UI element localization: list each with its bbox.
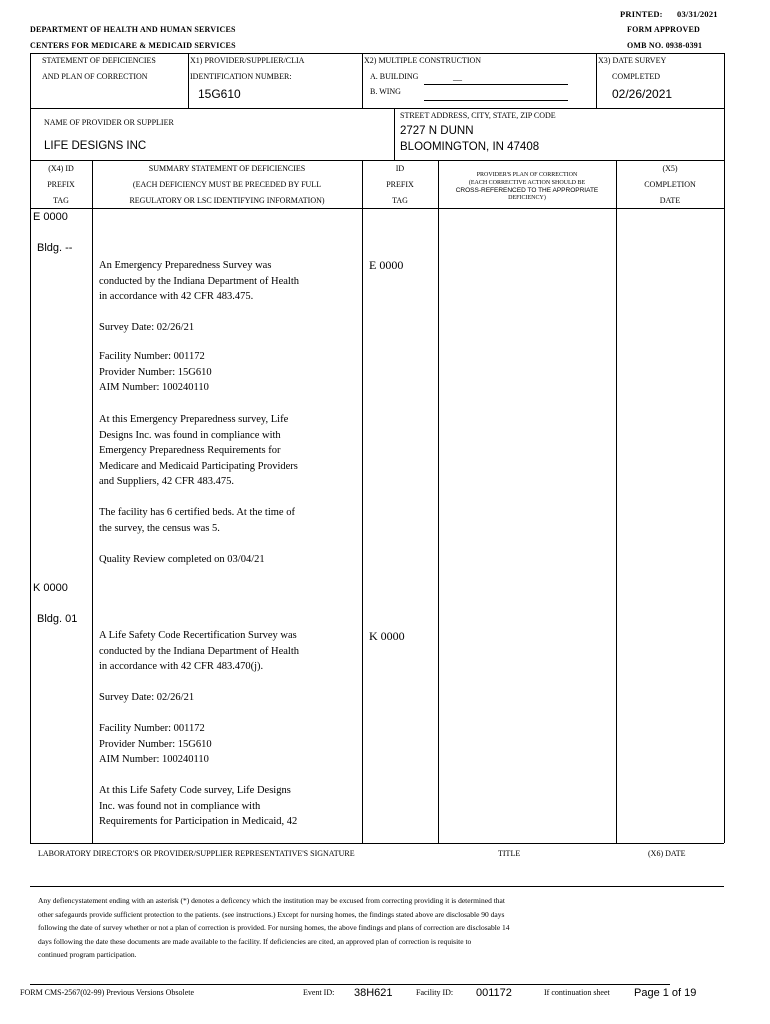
bldg-e: Bldg. -- [37, 242, 73, 254]
provider-name: LIFE DESIGNS INC [44, 140, 147, 152]
address-city: BLOOMINGTON, IN 47408 [400, 141, 540, 153]
k-survey-date: Survey Date: 02/26/21 [99, 692, 195, 703]
page-number: Page 1 of 19 [634, 987, 697, 999]
completed-label: COMPLETED [612, 72, 660, 81]
e-census-paragraph: The facility has 6 certified beds. At the time of the survey, the census was 5. [99, 507, 295, 534]
x4-tag-label: TAG [53, 196, 69, 205]
address-label: STREET ADDRESS, CITY, STATE, ZIP CODE [400, 111, 556, 120]
completion-label: COMPLETION [644, 180, 696, 189]
disclaimer: Any defiencystatement ending with an asterisk (*) denotes a deficency which the institution may be excused from correcting providing it is determined that other safegaurds provide sufficient protection to the patients. (see instructions.) Except for nursing homes, the findings stated above are disclosable 90 days following the date of survey whether or not a plan of correction is provided. For nursing homes, the above findings and plans of correction are disclosable 14 days following the date these documents are made available to the facility. If deficiencies are cited, an approved plan of correction is requisite to continued program participation. [38, 896, 510, 959]
facility-id-value: 001172 [476, 987, 512, 999]
summary-header: SUMMARY STATEMENT OF DEFICIENCIES [148, 164, 306, 173]
provider-name-label: NAME OF PROVIDER OR SUPPLIER [44, 118, 174, 127]
e-intro-paragraph: An Emergency Preparedness Survey was conducted by the Indiana Department of Health in accordance with 42 CFR 483.475. [99, 260, 300, 302]
centers-title: CENTERS FOR MEDICARE & MEDICAID SERVICES [30, 41, 236, 50]
x1-label: X1) PROVIDER/SUPPLIER/CLIA [190, 56, 305, 65]
summary-subheader: (EACH DEFICIENCY MUST BE PRECEDED BY FULL [132, 180, 322, 189]
plan-header-4: DEFICIENCY) [508, 195, 546, 201]
x5-label: (X5) [662, 164, 678, 173]
date-label: DATE [659, 196, 681, 205]
printed-date: 03/31/2021 [677, 9, 718, 19]
x1-id-label: IDENTIFICATION NUMBER: [190, 72, 292, 81]
x3-label: X3) DATE SURVEY [598, 56, 667, 65]
facility-id-label: Facility ID: [416, 988, 454, 997]
address-street: 2727 N DUNN [400, 125, 474, 137]
summary-subheader-2: REGULATORY OR LSC IDENTIFYING INFORMATION) [129, 196, 325, 205]
event-id-value: 38H621 [354, 987, 393, 999]
x6-date-label: (X6) DATE [648, 849, 686, 858]
department-title: DEPARTMENT OF HEALTH AND HUMAN SERVICES [30, 25, 236, 34]
wing-label: B. WING [370, 87, 401, 96]
signature-label: LABORATORY DIRECTOR'S OR PROVIDER/SUPPLIER REPRESENTATIVE'S SIGNATURE [38, 849, 355, 858]
event-id-label: Event ID: [303, 988, 335, 997]
x4-id-label: (X4) ID [48, 164, 74, 173]
form-approved: FORM APPROVED [627, 25, 701, 34]
tag-k0000: K 0000 [33, 582, 68, 594]
tag-e0000-right: E 0000 [369, 258, 404, 272]
x4-prefix-label: PREFIX [47, 180, 75, 189]
id-label: ID [395, 164, 405, 173]
provider-id-value: 15G610 [198, 87, 241, 101]
survey-completed-date: 02/26/2021 [612, 87, 673, 101]
tag-e0000: E 0000 [33, 211, 68, 223]
e-identifiers: Facility Number: 001172 Provider Number: 15G610 AIM Number: 100240110 [99, 351, 212, 393]
plan-label: AND PLAN OF CORRECTION [42, 72, 148, 81]
plan-header-3: CROSS-REFERENCED TO THE APPROPRIATE [455, 187, 599, 194]
continuation-label: If continuation sheet [544, 988, 610, 997]
bldg-k: Bldg. 01 [37, 613, 78, 625]
id-prefix-label: PREFIX [386, 180, 414, 189]
k-compliance-paragraph: At this Life Safety Code survey, Life Designs Inc. was found not in compliance with Requirements for Participation in Medicaid, 42 [99, 785, 298, 827]
omb-number: OMB NO. 0938-0391 [627, 41, 703, 50]
form-number: FORM CMS-2567(02-99) Previous Versions Obsolete [20, 988, 195, 997]
printed-label: PRINTED: [620, 9, 663, 19]
statement-label: STATEMENT OF DEFICIENCIES [42, 56, 156, 65]
plan-header-1: PROVIDER'S PLAN OF CORRECTION [476, 172, 578, 178]
x2-label: X2) MULTIPLE CONSTRUCTION [364, 56, 482, 65]
e-quality-review: Quality Review completed on 03/04/21 [99, 554, 265, 565]
k-intro-paragraph: A Life Safety Code Recertification Survey was conducted by the Indiana Department of Health in accordance with 42 CFR 483.470(j). [99, 630, 300, 672]
building-label: A. BUILDING [370, 72, 419, 81]
plan-header-2: (EACH CORRECTIVE ACTION SHOULD BE [468, 180, 586, 186]
id-tag-label: TAG [392, 196, 408, 205]
e-survey-date: Survey Date: 02/26/21 [99, 322, 195, 333]
building-value: __ [453, 72, 462, 82]
e-compliance-paragraph: At this Emergency Preparedness survey, Life Designs Inc. was found in compliance with Emergency Preparedness Requirements for Medicare and Medicaid Participating Providers and Suppliers, 42 CFR 483.475. [99, 414, 298, 487]
k-identifiers: Facility Number: 001172 Provider Number: 15G610 AIM Number: 100240110 [99, 723, 212, 765]
title-label: TITLE [498, 849, 521, 858]
tag-k0000-right: K 0000 [369, 629, 405, 643]
